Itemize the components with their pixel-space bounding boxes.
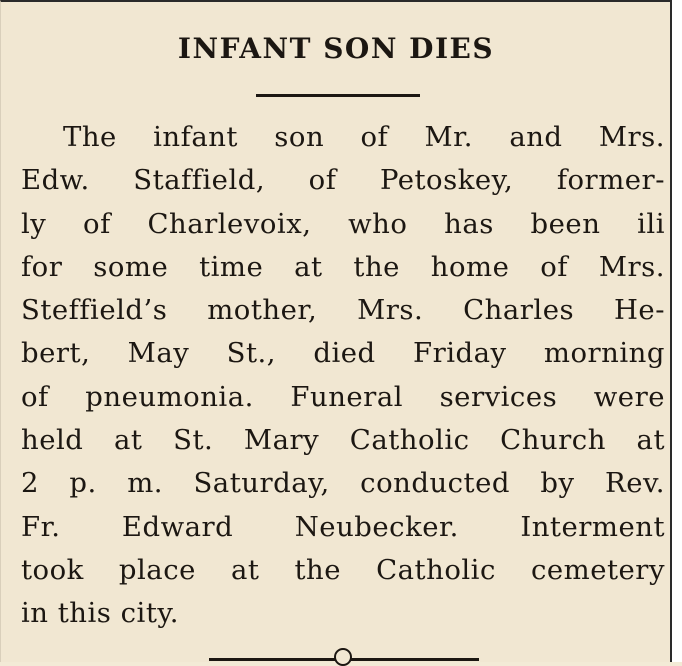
article-line: ly of Charlevoix, who has been ili (21, 207, 665, 240)
article-line: The infant son of Mr. and Mrs. (63, 121, 665, 153)
article-line: bert, May St., died Friday morning (21, 337, 665, 370)
article-line: of pneumonia. Funeral services were (21, 380, 665, 413)
article-line: held at St. Mary Catholic Church at (21, 424, 665, 457)
scan-edge (670, 0, 682, 662)
article-line: 2 p. m. Saturday, conducted by Rev. (21, 467, 665, 500)
headline-rule (256, 94, 420, 97)
article-line: took place at the Catholic cemetery (21, 553, 665, 586)
article-line: Fr. Edward Neubecker. Interment (21, 510, 665, 543)
article-body (21, 116, 665, 636)
article-line: Edw. Staffield, of Petoskey, former- (21, 164, 665, 197)
article-line: Steffield’s mother, Mrs. Charles He- (21, 294, 665, 327)
article-line: for some time at the home of Mrs. (21, 250, 665, 283)
headline: INFANT SON DIES (177, 32, 495, 65)
footer-ornament-icon (334, 648, 352, 666)
article-line: in this city. (21, 597, 180, 630)
